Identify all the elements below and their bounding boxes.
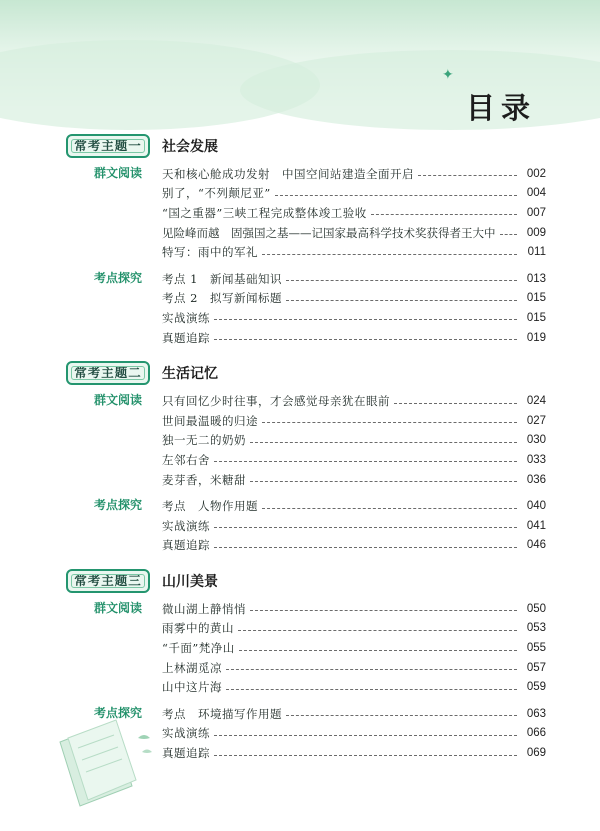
leader-dots: [226, 689, 517, 690]
entry-page: 066: [526, 727, 546, 740]
toc-entry[interactable]: [162, 599, 546, 619]
entry-page: 046: [526, 539, 546, 552]
entry-title: 见险峰而越 固强国之基——记国家最高科学技术奖获得者王大中: [162, 225, 496, 240]
leader-dots: [214, 339, 517, 340]
theme-title: 山川美景: [162, 574, 218, 591]
toc-entry[interactable]: [162, 411, 546, 431]
entry-title: 只有回忆少时往事，才会感觉母亲犹在眼前: [162, 394, 390, 409]
toc-entry[interactable]: [162, 269, 546, 289]
entry-title: 微山湖上静悄悄: [162, 601, 246, 616]
leader-dots: [239, 650, 517, 651]
group-label: 群文阅读: [94, 393, 143, 408]
entry-title: 世间最温暖的归途: [162, 413, 258, 428]
leader-dots: [262, 508, 517, 509]
theme-section: [66, 134, 546, 347]
leader-dots: [286, 715, 517, 716]
entry-title: 考点 人物作用题: [162, 499, 258, 514]
entry-page: 041: [526, 519, 546, 532]
open-book-icon: [54, 708, 158, 808]
theme-badge: 常考主题二: [66, 361, 150, 385]
entry-title: 天和核心舱成功发射 中国空间站建造全面开启: [162, 166, 414, 181]
leader-dots: [250, 610, 517, 611]
toc-entry[interactable]: [162, 431, 546, 451]
toc-entry[interactable]: [162, 184, 546, 204]
toc-entry[interactable]: [162, 289, 546, 309]
entry-page: 002: [526, 167, 546, 180]
entry-page: 040: [526, 500, 546, 513]
leader-dots: [214, 319, 517, 320]
theme-title: 社会发展: [162, 139, 218, 155]
theme-section: [66, 361, 546, 555]
toc-entry[interactable]: [162, 619, 546, 639]
theme-badge: 常考主题三: [66, 569, 150, 593]
entry-title: 真题追踪: [162, 538, 210, 553]
table-of-contents: [66, 134, 546, 763]
entry-page: 050: [526, 602, 546, 615]
leader-dots: [226, 669, 517, 670]
leader-dots: [238, 630, 517, 631]
toc-entry[interactable]: [162, 164, 546, 184]
entry-title: 雨雾中的黄山: [162, 621, 234, 636]
toc-entry[interactable]: [162, 516, 546, 536]
toc-entry[interactable]: [162, 242, 546, 262]
entry-title: 考点 2 拟写新闻标题: [162, 291, 282, 306]
leader-dots: [394, 403, 517, 404]
toc-entry[interactable]: [162, 638, 546, 658]
entry-page: 057: [526, 661, 546, 674]
toc-group: [66, 391, 546, 489]
group-label: 考点探究: [94, 498, 143, 513]
theme-header: [66, 361, 546, 387]
leader-dots: [418, 175, 517, 176]
entry-page: 033: [526, 453, 546, 466]
toc-entry[interactable]: [162, 328, 546, 348]
entry-page: 013: [526, 272, 546, 285]
toc-group: [66, 164, 546, 262]
leader-dots: [214, 547, 517, 548]
entry-title: “国之重器”三峡工程完成整体竣工验收: [162, 205, 367, 220]
entry-title: 别了，“不列颠尼亚”: [162, 186, 271, 201]
sparkle-icon: ✦: [442, 67, 454, 83]
leader-dots: [250, 442, 517, 443]
leader-dots: [262, 422, 517, 423]
entry-title: 麦芽香，米糖甜: [162, 472, 246, 487]
entry-title: 上林湖觅凉: [162, 660, 222, 675]
toc-entry[interactable]: [162, 496, 546, 516]
entry-page: 007: [526, 206, 546, 219]
leader-dots: [214, 461, 517, 462]
group-label: 考点探究: [94, 706, 143, 721]
entry-title: 实战演练: [162, 310, 210, 325]
entry-page: 015: [526, 311, 546, 324]
entry-page: 027: [526, 414, 546, 427]
theme-header: [66, 134, 546, 160]
toc-entry[interactable]: [162, 308, 546, 328]
leader-dots: [250, 481, 517, 482]
group-label: 考点探究: [94, 270, 143, 285]
entry-page: 063: [526, 707, 546, 720]
entry-page: 053: [526, 622, 546, 635]
theme-header: [66, 569, 546, 595]
entry-page: 069: [526, 747, 546, 760]
theme-title: 生活记忆: [162, 366, 218, 383]
entry-page: 004: [526, 187, 546, 200]
entry-title: “千面”梵净山: [162, 641, 235, 656]
toc-group: [66, 269, 546, 347]
entry-title: 左邻右舍: [162, 452, 210, 467]
leader-dots: [214, 735, 517, 736]
entry-title: 实战演练: [162, 518, 210, 533]
toc-entry[interactable]: [162, 677, 546, 697]
toc-entry[interactable]: [162, 743, 546, 763]
toc-entry[interactable]: [162, 724, 546, 744]
entry-page: 009: [526, 226, 546, 239]
leader-dots: [286, 280, 517, 281]
entry-title: 真题追踪: [162, 746, 210, 761]
theme-badge: 常考主题一: [66, 134, 150, 158]
entry-page: 024: [526, 395, 546, 408]
entry-title: 考点 1 新闻基础知识: [162, 271, 282, 286]
leader-dots: [275, 195, 517, 196]
page-title: 目录: [466, 91, 537, 125]
entry-page: 015: [526, 292, 546, 305]
entry-page: 059: [526, 681, 546, 694]
entry-page: 019: [526, 331, 546, 344]
leader-dots: [262, 254, 517, 255]
entry-title: 特写：雨中的军礼: [162, 245, 258, 260]
leader-dots: [214, 755, 517, 756]
entry-title: 真题追踪: [162, 330, 210, 345]
toc-entry[interactable]: [162, 658, 546, 678]
leader-dots: [371, 214, 517, 215]
group-label: 群文阅读: [94, 601, 143, 616]
group-label: 群文阅读: [94, 166, 143, 180]
toc-entry[interactable]: [162, 203, 546, 223]
entry-title: 实战演练: [162, 726, 210, 741]
toc-group: [66, 599, 546, 697]
leader-dots: [286, 300, 517, 301]
leader-dots: [214, 527, 517, 528]
leader-dots: [500, 234, 518, 235]
entry-title: 山中这片海: [162, 680, 222, 695]
entry-page: 030: [526, 434, 546, 447]
entry-page: 055: [526, 642, 546, 655]
toc-group: [66, 496, 546, 555]
toc-entry[interactable]: [162, 391, 546, 411]
entry-title: 考点 环境描写作用题: [162, 706, 282, 721]
toc-entry[interactable]: [162, 470, 546, 490]
toc-entry[interactable]: [162, 536, 546, 556]
toc-entry[interactable]: [162, 450, 546, 470]
toc-entry[interactable]: [162, 223, 546, 243]
entry-page: 011: [527, 246, 546, 259]
toc-entry[interactable]: [162, 704, 546, 724]
entry-page: 036: [526, 473, 546, 486]
entry-title: 独一无二的奶奶: [162, 433, 246, 448]
